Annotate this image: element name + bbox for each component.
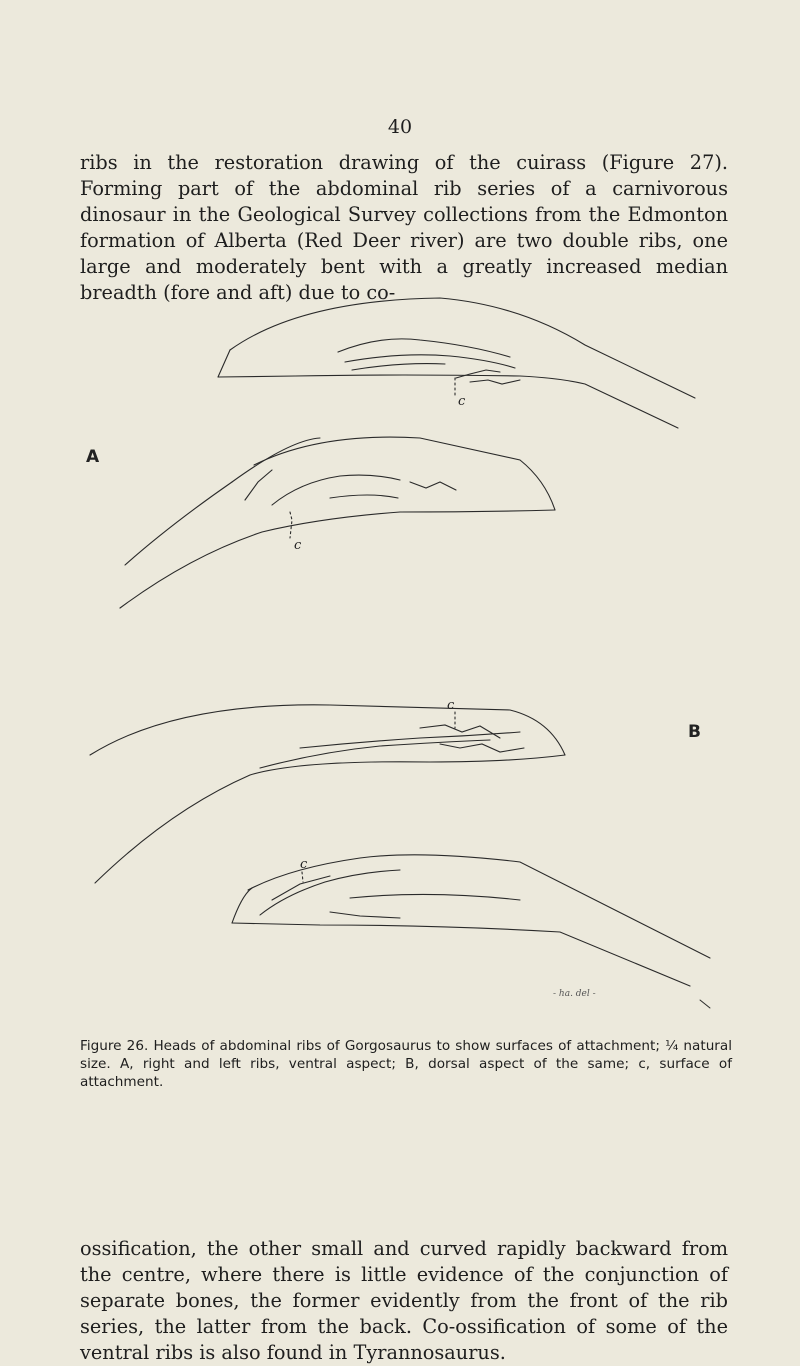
- attachment-mark-b-lower: c: [300, 857, 308, 872]
- attachment-mark-b-upper: c: [447, 698, 455, 713]
- rib-a-upper: [218, 298, 695, 428]
- body-paragraph-bottom: ossification, the other small and curved rapidly backward from the centre, where there is little evidence of the conjunction of separate bones, the former evidently from the front of the rib series, the latter from the back. Co-ossification of some of the ventral ribs is also found in Tyrannosaurus.: [80, 1237, 728, 1364]
- attachment-mark-upper: c: [458, 394, 466, 409]
- figure-caption: Figure 26. Heads of abdominal ribs of Gorgosaurus to show surfaces of attachment; ¼ natural size. A, right and left ribs, ventral aspect; B, dorsal aspect of the same; c, surface of attachment.: [80, 1037, 732, 1090]
- figure-label-b: B: [688, 722, 701, 742]
- rib-b-lower: [232, 855, 710, 986]
- page-number: 40: [387, 116, 413, 138]
- rib-heads-illustration: [0, 290, 800, 1010]
- tick-mark: [700, 1000, 710, 1008]
- artist-signature: - ha. del -: [553, 989, 596, 999]
- body-paragraph-top: ribs in the restoration drawing of the cuirass (Figure 27). Forming part of the abdominal rib series of a carnivorous dinosaur in the Geological Survey collections from the Edmonton formation of Alberta (Red Deer river) are two double ribs, one large and moderately bent with a greatly increased median breadth (fore and aft) due to co-: [80, 151, 728, 304]
- rib-b-upper: [90, 705, 565, 883]
- figure-label-a: A: [86, 447, 100, 467]
- rib-a-lower: [120, 437, 555, 608]
- attachment-mark-lower: c: [294, 538, 302, 553]
